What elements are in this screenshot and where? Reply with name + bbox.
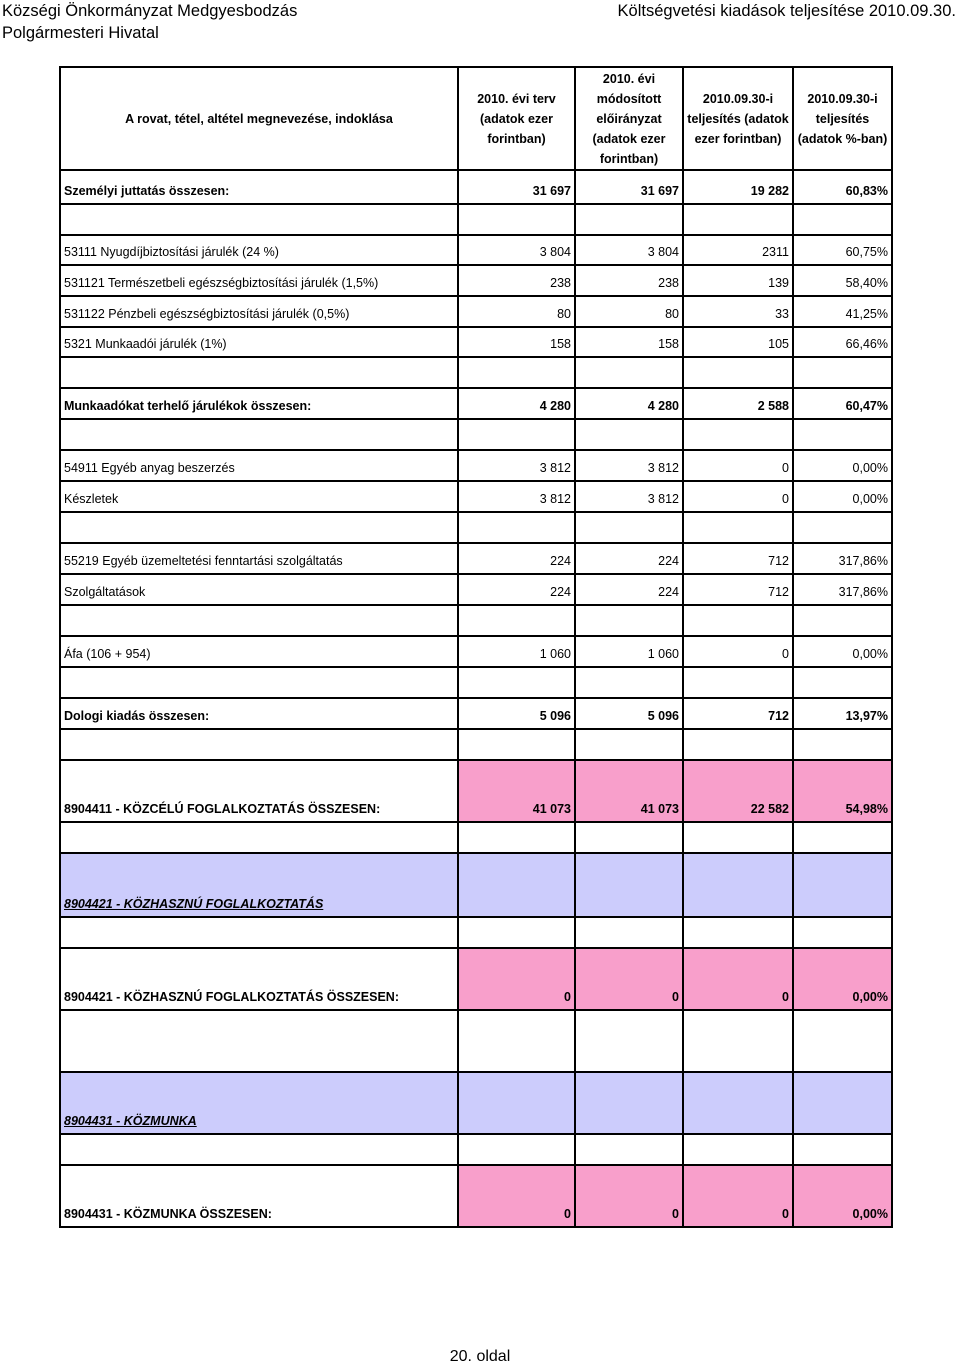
row-percent (797, 382, 888, 387)
table-row (60, 170, 892, 204)
row-percent (797, 847, 888, 852)
table-row (60, 917, 892, 948)
row-name: 55219 Egyéb üzemeltetési fenntartási szolgáltatás (64, 554, 343, 568)
row-name (64, 630, 454, 635)
row-actual (687, 1066, 789, 1071)
table-row (60, 636, 892, 667)
table-row (60, 543, 892, 574)
row-actual (687, 847, 789, 852)
row-percent: 0,00% (852, 1207, 888, 1221)
table-row (60, 327, 892, 357)
row-percent: 66,46% (845, 337, 888, 351)
row-plan (462, 444, 571, 449)
table-row (60, 296, 892, 327)
row-actual (687, 1159, 789, 1164)
row-actual (687, 444, 789, 449)
report-title: Költségvetési kiadások teljesítése 2010.09.30. (617, 2, 956, 20)
row-percent: 0,00% (852, 647, 888, 661)
row-modified: 80 (665, 307, 679, 321)
expenditure-table (59, 66, 893, 1228)
row-modified (579, 382, 679, 387)
row-modified: 3 812 (647, 492, 679, 506)
row-actual: 2311 (762, 245, 789, 259)
row-name: 5321 Munkaadói járulék (1%) (64, 337, 227, 351)
row-modified: 3 812 (647, 461, 679, 475)
row-plan: 3 804 (539, 245, 571, 259)
row-plan: 0 (564, 990, 571, 1004)
table-row (60, 450, 892, 481)
row-actual: 0 (782, 1207, 789, 1221)
row-actual: 712 (768, 585, 789, 599)
row-plan (462, 1066, 571, 1071)
row-modified (579, 754, 679, 759)
table-row (60, 481, 892, 512)
row-actual (687, 942, 789, 947)
row-name (64, 847, 454, 852)
row-name (64, 444, 454, 449)
row-plan: 31 697 (532, 184, 571, 198)
row-plan (462, 754, 571, 759)
row-modified: 1 060 (647, 647, 679, 661)
row-name (64, 942, 454, 947)
row-plan: 3 812 (539, 461, 571, 475)
row-modified (579, 1066, 679, 1071)
row-actual (687, 911, 789, 916)
row-actual: 19 282 (750, 184, 789, 198)
row-plan: 4 280 (539, 399, 571, 413)
row-name: 53111 Nyugdíjbiztosítási járulék (24 %) (64, 245, 279, 259)
row-name (64, 1159, 454, 1164)
row-plan: 5 096 (539, 709, 571, 723)
row-plan: 1 060 (539, 647, 571, 661)
row-percent: 60,47% (845, 399, 888, 413)
row-name (64, 382, 454, 387)
row-modified: 31 697 (640, 184, 679, 198)
row-percent: 0,00% (852, 990, 888, 1004)
table-row (60, 419, 892, 450)
row-plan (462, 229, 571, 234)
table-row (60, 760, 892, 822)
row-name: 8904421 - KÖZHASZNÚ FOGLALKOZTATÁS (64, 897, 324, 911)
row-name: 531122 Pénzbeli egészségbiztosítási járulék (0,5%) (64, 307, 350, 321)
row-plan: 224 (550, 585, 571, 599)
row-modified (579, 1128, 679, 1133)
row-name: Szolgáltatások (64, 585, 146, 599)
row-percent (797, 1159, 888, 1164)
row-plan (462, 382, 571, 387)
row-percent: 60,83% (845, 184, 888, 198)
row-percent: 58,40% (845, 276, 888, 290)
row-actual: 33 (775, 307, 789, 321)
row-name (64, 229, 454, 234)
row-actual (687, 382, 789, 387)
row-plan: 41 073 (532, 802, 571, 816)
row-modified: 224 (658, 585, 679, 599)
row-name: 8904431 - KÖZMUNKA (64, 1114, 197, 1128)
row-actual: 0 (782, 990, 789, 1004)
row-plan (462, 942, 571, 947)
row-percent: 0,00% (852, 461, 888, 475)
row-percent (797, 754, 888, 759)
row-percent: 0,00% (852, 492, 888, 506)
row-actual: 712 (768, 554, 789, 568)
row-name (64, 537, 454, 542)
table-row (60, 574, 892, 605)
row-percent: 317,86% (838, 585, 888, 599)
row-modified (579, 942, 679, 947)
row-actual: 0 (782, 492, 789, 506)
row-percent: 60,75% (845, 245, 888, 259)
row-actual: 22 582 (750, 802, 789, 816)
row-modified (579, 229, 679, 234)
row-percent (797, 229, 888, 234)
row-plan: 238 (550, 276, 571, 290)
row-modified: 0 (672, 990, 679, 1004)
row-plan (462, 537, 571, 542)
column-header-modified: 2010. évi módosított előirányzat (adatok ezer forintban) (575, 67, 683, 170)
row-modified: 238 (658, 276, 679, 290)
row-modified: 3 804 (647, 245, 679, 259)
row-percent: 54,98% (845, 802, 888, 816)
table-row (60, 822, 892, 853)
row-name: 531121 Természetbeli egészségbiztosítási járulék (1,5%) (64, 276, 379, 290)
row-percent (797, 692, 888, 697)
row-name: Készletek (64, 492, 119, 506)
row-actual (687, 754, 789, 759)
row-name (64, 754, 454, 759)
row-percent (797, 1128, 888, 1133)
table-row (60, 1134, 892, 1165)
table-row (60, 698, 892, 729)
row-name: Munkaadókat terhelő járulékok összesen: (64, 399, 312, 413)
row-modified: 41 073 (640, 802, 679, 816)
row-plan: 224 (550, 554, 571, 568)
row-name: Áfa (106 + 954) (64, 647, 151, 661)
table-row (60, 667, 892, 698)
row-modified: 0 (672, 1207, 679, 1221)
row-plan: 3 812 (539, 492, 571, 506)
row-actual (687, 229, 789, 234)
table-row (60, 729, 892, 760)
table-row (60, 1165, 892, 1227)
row-modified (579, 847, 679, 852)
row-name: Személyi juttatás összesen: (64, 184, 230, 198)
row-name: Dologi kiadás összesen: (64, 709, 210, 723)
table-row (60, 1072, 892, 1134)
table-row (60, 1010, 892, 1072)
row-percent: 317,86% (838, 554, 888, 568)
page-header-left (2, 0, 297, 44)
row-actual: 712 (768, 709, 789, 723)
organization-name: Községi Önkormányzat Medgyesbodzás (2, 2, 298, 20)
row-plan (462, 692, 571, 697)
office-name: Polgármesteri Hivatal (2, 24, 159, 42)
row-name (64, 1066, 454, 1071)
row-plan: 0 (564, 1207, 571, 1221)
table-row (60, 605, 892, 636)
row-modified (579, 537, 679, 542)
row-modified (579, 911, 679, 916)
row-plan (462, 911, 571, 916)
row-plan (462, 1128, 571, 1133)
row-name (64, 692, 454, 697)
row-plan (462, 1159, 571, 1164)
row-actual (687, 692, 789, 697)
column-header-percent: 2010.09.30-i teljesítés (adatok %-ban) (793, 67, 892, 170)
row-plan: 80 (557, 307, 571, 321)
column-header-plan: 2010. évi terv (adatok ezer forintban) (458, 67, 575, 170)
row-actual: 2 588 (757, 399, 789, 413)
row-name: 8904411 - KÖZCÉLÚ FOGLALKOZTATÁS ÖSSZESEN: (64, 802, 381, 816)
row-modified: 5 096 (647, 709, 679, 723)
table-row (60, 204, 892, 235)
column-header-actual: 2010.09.30-i teljesítés (adatok ezer forintban) (683, 67, 793, 170)
table-row (60, 853, 892, 917)
row-percent: 41,25% (845, 307, 888, 321)
table-row (60, 265, 892, 296)
table-row (60, 235, 892, 265)
table-row (60, 512, 892, 543)
row-modified (579, 444, 679, 449)
row-modified: 224 (658, 554, 679, 568)
row-modified (579, 630, 679, 635)
row-percent (797, 911, 888, 916)
table-row (60, 388, 892, 419)
row-name: 8904431 - KÖZMUNKA ÖSSZESEN: (64, 1207, 272, 1221)
row-percent (797, 537, 888, 542)
table-row (60, 948, 892, 1010)
row-name: 8904421 - KÖZHASZNÚ FOGLALKOZTATÁS ÖSSZESEN: (64, 990, 399, 1004)
row-percent: 13,97% (845, 709, 888, 723)
row-percent (797, 444, 888, 449)
row-actual: 0 (782, 647, 789, 661)
page-number: 20. oldal (449, 1348, 511, 1365)
row-plan: 158 (550, 337, 571, 351)
row-actual (687, 1128, 789, 1133)
row-percent (797, 942, 888, 947)
row-modified (579, 1159, 679, 1164)
row-actual: 0 (782, 461, 789, 475)
row-percent (797, 630, 888, 635)
row-name: 54911 Egyéb anyag beszerzés (64, 461, 235, 475)
row-plan (462, 847, 571, 852)
table-row (60, 357, 892, 388)
row-plan (462, 630, 571, 635)
row-actual (687, 630, 789, 635)
column-header-name: A rovat, tétel, altétel megnevezése, indoklása (60, 67, 458, 170)
row-modified: 4 280 (647, 399, 679, 413)
row-actual: 139 (768, 276, 789, 290)
row-percent (797, 1066, 888, 1071)
table-header-row (60, 67, 892, 170)
row-modified (579, 692, 679, 697)
row-modified: 158 (658, 337, 679, 351)
row-actual: 105 (768, 337, 789, 351)
row-actual (687, 537, 789, 542)
